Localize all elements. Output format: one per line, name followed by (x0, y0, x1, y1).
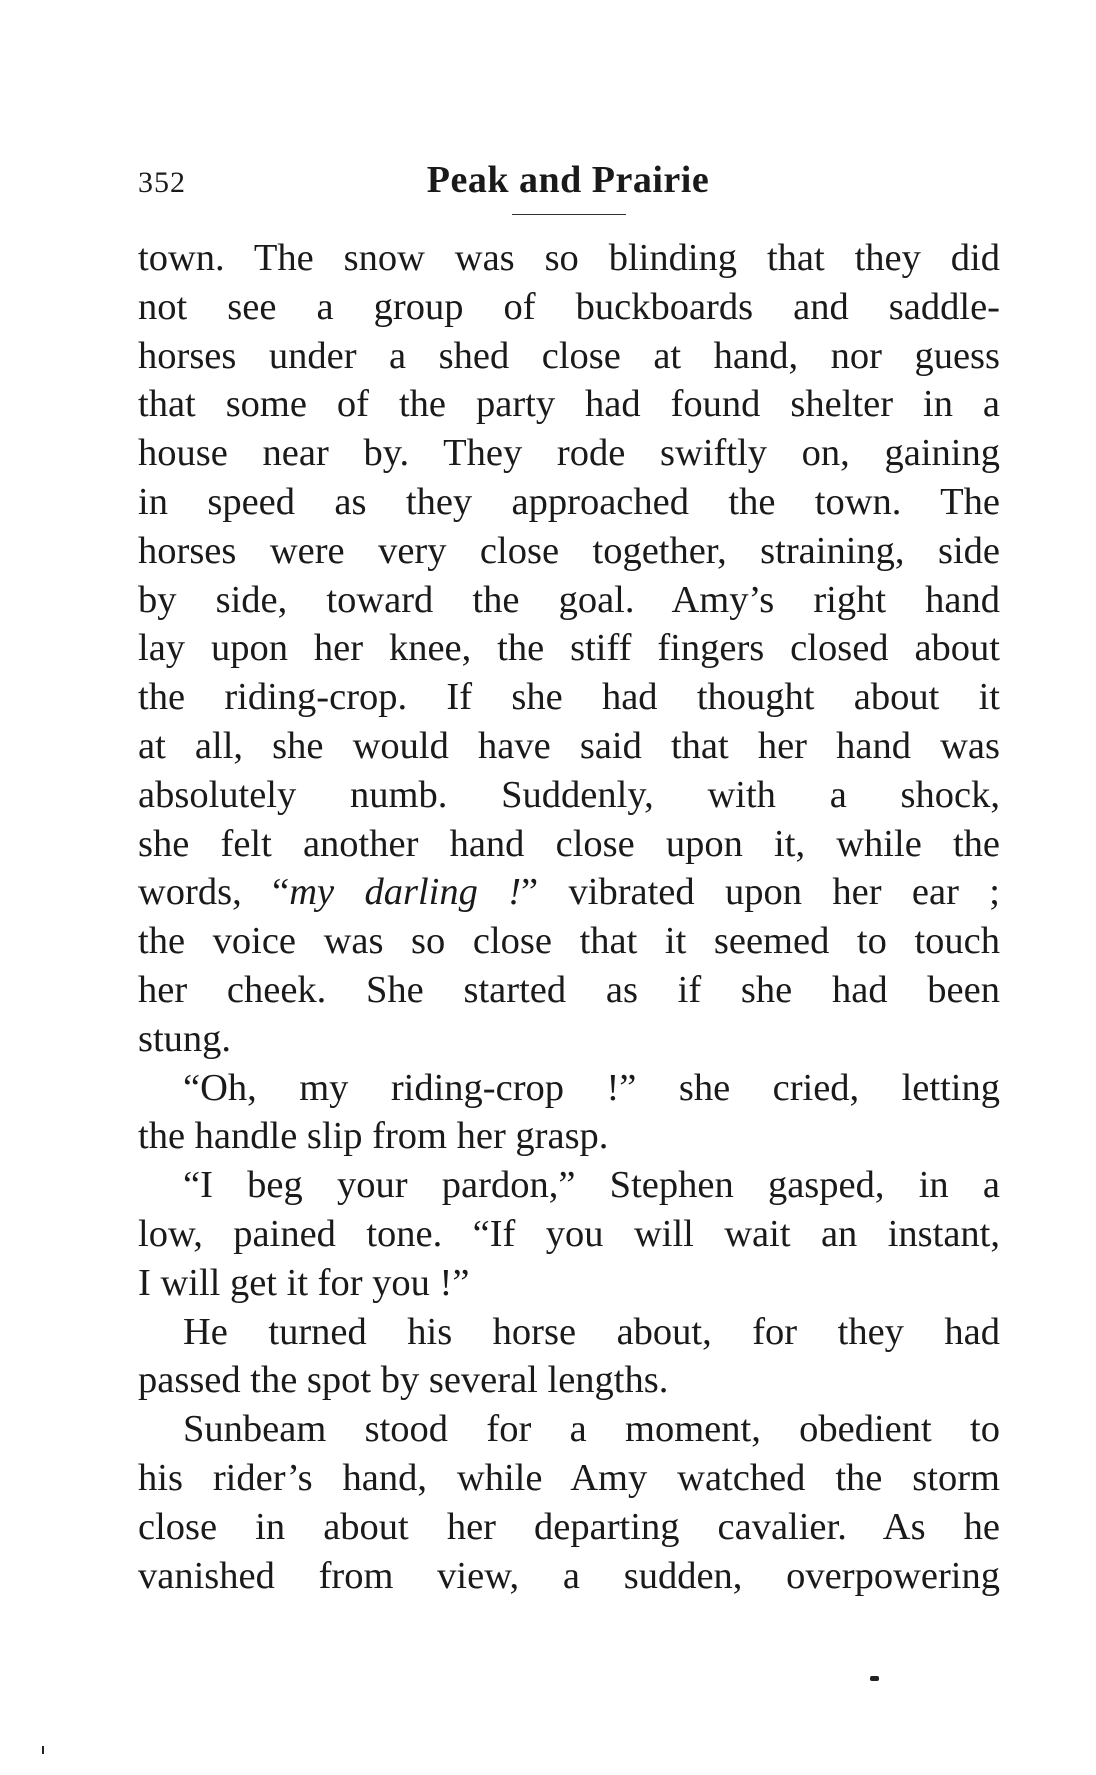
page-header (138, 158, 1000, 218)
text-line: “Oh, my riding-crop !” she cried, letting (183, 1066, 1000, 1109)
body-text (138, 234, 1000, 1600)
text-line: Sunbeam stood for a moment, obedient to (183, 1408, 1000, 1451)
text-line: horses under a shed close at hand, nor guess (138, 334, 1000, 377)
text-line: at all, she would have said that her hand was (138, 724, 1000, 767)
text-line: by side, toward the goal. Amy’s right hand (138, 578, 1000, 621)
text-line: his rider’s hand, while Amy watched the storm (138, 1456, 1000, 1499)
text-line: “I beg your pardon,” Stephen gasped, in a (183, 1164, 1000, 1207)
ink-speck (42, 1746, 44, 1754)
text-block-b (138, 917, 1000, 1600)
text-line: the handle slip from her grasp. (138, 1115, 609, 1158)
text-line: passed the spot by several lengths. (138, 1359, 669, 1402)
italic-phrase: my darling ! (289, 871, 522, 914)
text-line: vanished from view, a sudden, overpowering (138, 1554, 1000, 1597)
title-rule (512, 214, 626, 215)
text-line: I will get it for you !” (138, 1261, 470, 1304)
text-block-a (138, 234, 1000, 868)
text-line: horses were very close together, straining, side (138, 529, 1000, 572)
text-line: she felt another hand close upon it, while the (138, 822, 1000, 865)
text-line: that some of the party had found shelter in a (138, 383, 1000, 426)
text-line: house near by. They rode swiftly on, gaining (138, 432, 1000, 475)
text-line: her cheek. She started as if she had been (138, 968, 1000, 1011)
text-line: low, pained tone. “If you will wait an instant, (138, 1212, 1000, 1255)
ink-speck (870, 1676, 879, 1681)
text-line: close in about her departing cavalier. As he (138, 1505, 1000, 1548)
text-fragment: words, “ (138, 871, 290, 914)
text-line: absolutely numb. Suddenly, with a shock, (138, 773, 1000, 816)
page-number: 352 (138, 166, 186, 199)
text-line: the voice was so close that it seemed to touch (138, 920, 1000, 963)
text-fragment: ” vibrated upon her ear ; (521, 871, 1000, 914)
running-title: Peak and Prairie (426, 159, 710, 201)
text-line: He turned his horse about, for they had (183, 1310, 1000, 1353)
text-line: town. The snow was so blinding that they did (138, 237, 1000, 279)
text-line: the riding-crop. If she had thought about it (138, 676, 1000, 719)
text-line: lay upon her knee, the stiff fingers closed about (138, 627, 1000, 670)
text-line: not see a group of buckboards and saddle- (138, 285, 1000, 328)
text-line: in speed as they approached the town. The (138, 480, 1000, 523)
text-line: stung. (138, 1017, 232, 1060)
text-line-darling (138, 868, 1000, 917)
